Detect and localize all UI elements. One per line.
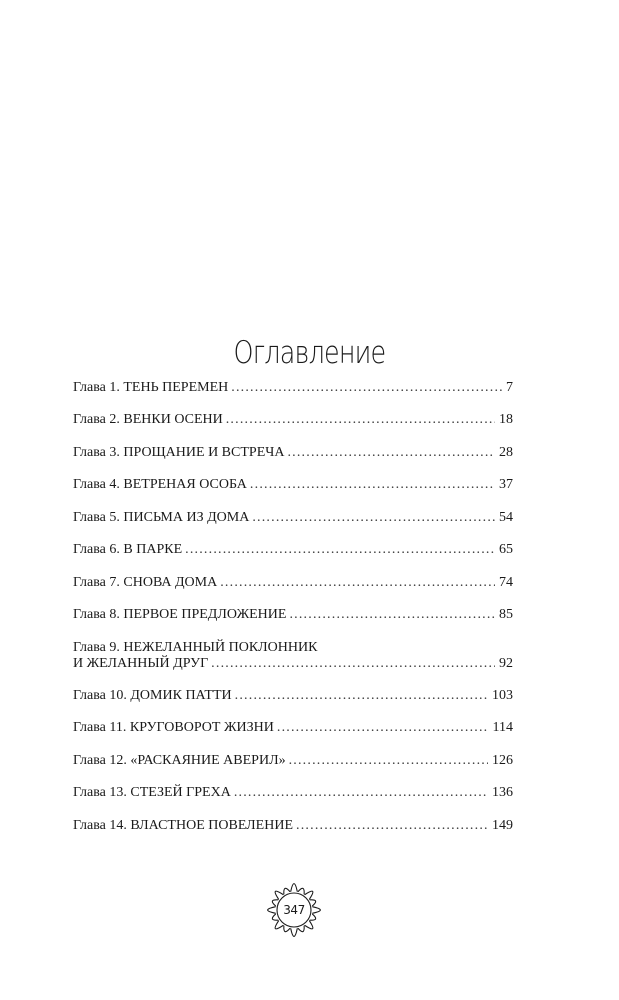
toc-page-number: 18 [499,412,513,428]
dot-leader [289,753,488,769]
toc-entry-label: Глава 10. ДОМИК ПАТТИ [73,687,232,703]
toc-entry-7 [73,575,513,605]
toc-entry-label: Глава 11. КРУГОВОРОТ ЖИЗНИ [73,720,274,736]
toc-entry-label: Глава 8. ПЕРВОЕ ПРЕДЛОЖЕНИЕ [73,607,287,623]
dot-leader [250,477,495,493]
toc-page-number: 85 [499,607,513,623]
dot-leader [231,380,502,396]
toc-entry-label: Глава 3. ПРОЩАНИЕ И ВСТРЕЧА [73,444,285,460]
toc-entry-10 [73,688,513,718]
toc-page-number: 74 [499,574,513,590]
dot-leader [211,656,495,672]
table-of-contents [73,380,513,850]
toc-page-number: 136 [492,785,513,801]
toc-entry-label: Глава 12. «РАСКАЯНИЕ АВЕРИЛ» [73,752,286,768]
dot-leader [235,688,488,704]
toc-entry-6 [73,542,513,572]
toc-page-number: 37 [499,477,513,493]
toc-entry-9 [73,640,513,686]
toc-page-number: 65 [499,542,513,558]
toc-entry-second-line [73,656,513,672]
dot-leader [226,412,495,428]
toc-page-number: 28 [499,444,513,460]
toc-entry-3 [73,445,513,475]
toc-entry-label: Глава 14. ВЛАСТНОЕ ПОВЕЛЕНИЕ [73,817,294,833]
toc-entry-12 [73,753,513,783]
toc-entry-13 [73,785,513,815]
toc-page-number: 114 [492,720,513,736]
toc-entry-label: Глава 5. ПИСЬМА ИЗ ДОМА [73,509,250,525]
toc-entry-4 [73,477,513,507]
toc-entry-2 [73,412,513,442]
toc-page-number: 103 [492,687,513,703]
toc-entry-1 [73,380,513,410]
toc-entry-label: Глава 4. ВЕТРЕНАЯ ОСОБА [73,477,247,493]
toc-entry-label: Глава 6. В ПАРКЕ [73,542,183,558]
page-number: 347 [283,903,305,917]
toc-entry-label-line2: И ЖЕЛАННЫЙ ДРУГ [73,655,209,671]
toc-page-number: 126 [492,752,513,768]
toc-entry-label: Глава 7. СНОВА ДОМА [73,574,218,590]
toc-entry-5 [73,510,513,540]
dot-leader [277,720,489,736]
toc-page-number: 149 [492,817,513,833]
dot-leader [289,607,495,623]
dot-leader [287,445,495,461]
toc-entry-label: Глава 2. ВЕНКИ ОСЕНИ [73,412,223,428]
dot-leader [234,785,488,801]
toc-page-number: 92 [499,655,513,671]
toc-entry-8 [73,607,513,637]
page-title: Оглавление [233,334,386,371]
toc-entry-14 [73,818,513,848]
toc-page-number: 7 [506,380,513,395]
dot-leader [185,542,495,558]
dot-leader [296,818,488,834]
toc-entry-label-line1: Глава 9. НЕЖЕЛАННЫЙ ПОКЛОННИК [73,639,318,655]
toc-entry-label: Глава 13. СТЕЗЕЙ ГРЕХА [73,785,231,801]
dot-leader [220,575,495,591]
toc-page-number: 54 [499,509,513,525]
toc-entry-label: Глава 1. ТЕНЬ ПЕРЕМЕН [73,380,229,395]
toc-entry-11 [73,720,513,750]
dot-leader [252,510,495,526]
